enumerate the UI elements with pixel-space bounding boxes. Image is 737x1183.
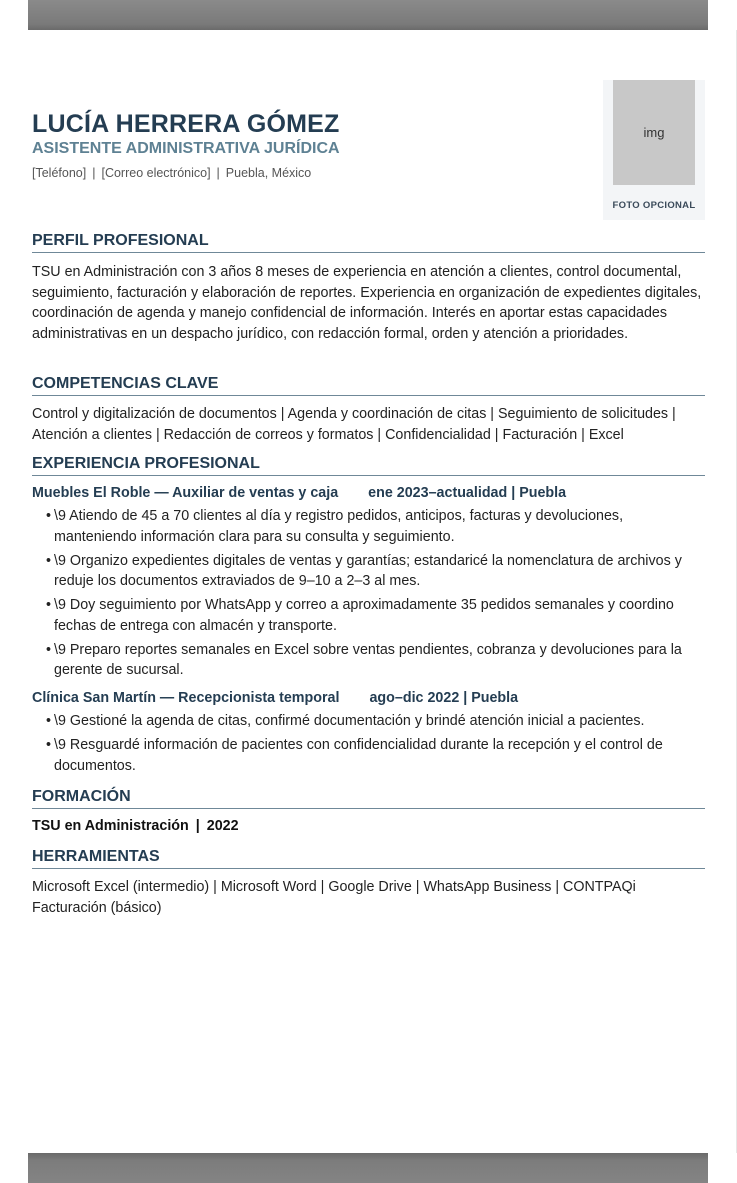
job-bullets bbox=[32, 711, 708, 780]
photo-placeholder bbox=[613, 80, 695, 185]
section-title-experience: EXPERIENCIA PROFESIONAL bbox=[32, 454, 705, 476]
photo-caption: FOTO OPCIONAL bbox=[612, 200, 696, 211]
candidate-name: LUCÍA HERRERA GÓMEZ bbox=[32, 110, 340, 138]
bullet-text: \9 Atiendo de 45 a 70 clientes al día y registro pedidos, anticipos, facturas y devoluciones, manteniendo información clara para su consulta y seguimiento. bbox=[54, 508, 624, 545]
contact-separator: | bbox=[216, 166, 220, 180]
contact-separator: | bbox=[92, 166, 96, 180]
viewer-bottom-gutter bbox=[28, 1153, 708, 1183]
list-item bbox=[32, 640, 708, 681]
job-title: Clínica San Martín — Recepcionista temporal bbox=[32, 690, 340, 706]
resume-page bbox=[0, 30, 737, 1153]
list-item bbox=[32, 711, 708, 732]
job-bullets bbox=[32, 506, 708, 684]
photo-placeholder-label: img bbox=[643, 125, 665, 140]
bullet-text: \9 Preparo reportes semanales en Excel sobre ventas pendientes, cobranza y devoluciones para la gerente de sucursal. bbox=[54, 641, 682, 678]
section-title-education: FORMACIÓN bbox=[32, 787, 705, 809]
bullet-text: \9 Organizo expedientes digitales de ventas y garantías; estandaricé la nomenclatura de archivos y reduje los documentos extraviados de 9–10 a 2–3 al mes. bbox=[54, 552, 682, 589]
job-title: Muebles El Roble — Auxiliar de ventas y caja bbox=[32, 485, 339, 501]
candidate-role: ASISTENTE ADMINISTRATIVA JURÍDICA bbox=[32, 140, 340, 157]
education-separator: | bbox=[195, 818, 200, 834]
tools-text: Microsoft Excel (intermedio) | Microsoft Word | Google Drive | WhatsApp Business | CONTPAQi Facturación (básico) bbox=[32, 879, 636, 916]
job-dates: ago–dic 2022 | Puebla bbox=[369, 690, 519, 706]
education-year: 2022 bbox=[206, 818, 239, 834]
section-title-profile: PERFIL PROFESIONAL bbox=[32, 231, 705, 253]
contact-location: Puebla, México bbox=[225, 166, 312, 180]
skills-text: Control y digitalización de documentos | Agenda y coordinación de citas | Seguimiento de solicitudes | Atención a clientes | Redacción de correos y formatos | Confidencialidad | Facturación | Excel bbox=[32, 406, 676, 443]
list-item bbox=[32, 506, 708, 547]
viewer-top-gutter bbox=[28, 0, 708, 30]
list-item bbox=[32, 595, 708, 636]
list-item bbox=[32, 551, 708, 592]
job-dates: ene 2023–actualidad | Puebla bbox=[368, 485, 567, 501]
contact-phone: [Teléfono] bbox=[32, 166, 87, 180]
bullet-marker: • bbox=[46, 552, 52, 569]
bullet-marker: • bbox=[46, 508, 52, 524]
bullet-text: \9 Doy seguimiento por WhatsApp y correo a aproximadamente 35 pedidos semanales y coordino fechas de entrega con almacén y transporte. bbox=[54, 597, 674, 634]
bullet-marker: • bbox=[46, 713, 52, 729]
bullet-marker: • bbox=[46, 737, 52, 753]
bullet-marker: • bbox=[46, 641, 52, 658]
job-heading bbox=[32, 690, 708, 706]
photo-frame bbox=[603, 80, 705, 220]
contact-line bbox=[32, 166, 311, 180]
profile-text: TSU en Administración con 3 años 8 meses de experiencia en atención a clientes, control documental, seguimiento, facturación y elaboración de reportes. Experiencia en organización de expedientes digitales, coordinación de agenda y manejo confidencial de información. Interés en aportar estas capacidades administrativas en un despacho jurídico, con redacción formal, orden y atención a prioridades. bbox=[32, 264, 702, 342]
section-title-tools: HERRAMIENTAS bbox=[32, 847, 705, 869]
contact-email: [Correo electrónico] bbox=[101, 166, 211, 180]
bullet-text: \9 Gestioné la agenda de citas, confirmé documentación y brindé atención inicial a pacientes. bbox=[54, 713, 645, 729]
list-item bbox=[32, 735, 708, 776]
education-degree: TSU en Administración bbox=[32, 818, 189, 834]
section-title-skills: COMPETENCIAS CLAVE bbox=[32, 374, 705, 396]
education-entry bbox=[32, 818, 239, 834]
bullet-marker: • bbox=[46, 597, 52, 613]
job-heading bbox=[32, 485, 708, 501]
bullet-text: \9 Resguardé información de pacientes con confidencialidad durante la recepción y el control de documentos. bbox=[54, 737, 663, 774]
